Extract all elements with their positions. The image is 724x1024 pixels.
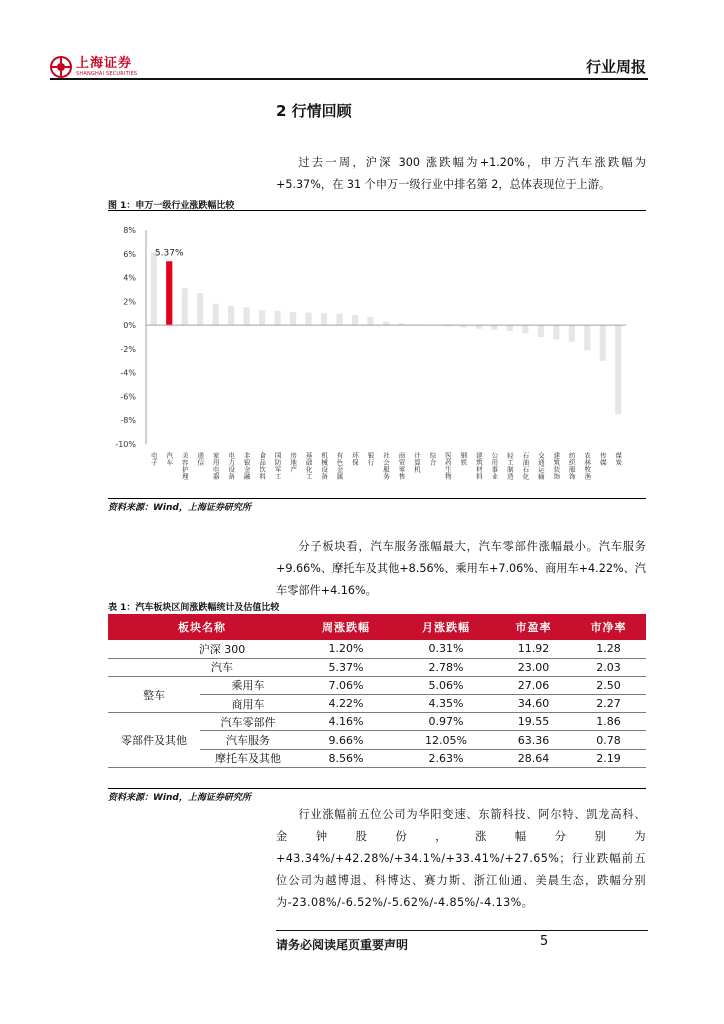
industry-change-bar-chart <box>108 214 646 496</box>
row-pe: 27.06 <box>496 676 571 694</box>
x-tick-label: 计算机 <box>412 452 421 473</box>
bar-社会服务 <box>383 322 389 326</box>
row-name: 汽车服务 <box>200 731 296 749</box>
x-tick-label: 轻工制造 <box>505 452 514 480</box>
row-pe: 34.60 <box>496 695 571 713</box>
row-pe: 11.92 <box>496 640 571 658</box>
row-name: 汽车零部件 <box>200 713 296 731</box>
row-pe: 28.64 <box>496 749 571 767</box>
bar-建筑装饰 <box>553 325 559 339</box>
header-pb: 市净率 <box>571 614 646 640</box>
row-pe: 19.55 <box>496 713 571 731</box>
row-month: 4.35% <box>396 695 496 713</box>
x-tick-label: 基础化工 <box>304 452 313 480</box>
figure-caption: 图 1：申万一级行业涨跌幅比较 <box>108 201 235 211</box>
y-tick-label: -4% <box>120 368 136 378</box>
bar-家用电器 <box>213 304 219 325</box>
x-tick-label: 商贸零售 <box>397 452 406 480</box>
row-name: 汽车 <box>108 658 296 676</box>
y-tick-label: 8% <box>123 226 136 235</box>
company-logo <box>50 56 137 78</box>
y-tick-label: -6% <box>120 392 136 402</box>
x-tick-label: 钢铁 <box>459 452 468 466</box>
row-week: 4.22% <box>296 695 396 713</box>
bar-电力设备 <box>228 306 234 325</box>
row-pb: 1.86 <box>571 713 646 731</box>
x-tick-label: 公用事业 <box>490 452 499 480</box>
row-pb: 2.27 <box>571 695 646 713</box>
x-tick-label: 社会服务 <box>382 452 390 480</box>
row-name: 摩托车及其他 <box>200 749 296 767</box>
table-bottom-rule <box>108 788 646 789</box>
x-tick-label: 交通运输 <box>536 452 545 480</box>
x-tick-label: 食品饮料 <box>258 452 267 480</box>
x-tick-label: 农林牧渔 <box>583 452 592 480</box>
bar-农林牧渔 <box>584 325 590 350</box>
x-tick-label: 石油石化 <box>521 452 530 480</box>
table-row <box>108 713 646 731</box>
x-tick-label: 房地产 <box>289 452 298 473</box>
row-month: 0.31% <box>396 640 496 658</box>
bar-轻工制造 <box>507 325 513 331</box>
row-month: 5.06% <box>396 676 496 694</box>
x-tick-label: 环保 <box>351 452 360 466</box>
row-week: 8.56% <box>296 749 396 767</box>
x-tick-label: 家用电器 <box>211 452 220 480</box>
table-caption: 表 1：汽车板块区间涨跌幅统计及估值比较 <box>108 603 280 613</box>
paragraph-top-movers: 行业涨幅前五位公司为华阳变速、东箭科技、阿尔特、凯龙高科、金钟股份，涨幅分别为+43.34%/+42.28%/+34.1%/+33.41%/+27.65%；行业跌幅前五位公司为越博退、科博达、赛力斯、浙江仙通、美晨生态，跌幅分别为-23.08%/-6.52%/-5.62%/-4.85%/-4.13%。 <box>276 808 646 909</box>
x-tick-label: 纺织服饰 <box>567 452 576 480</box>
row-month: 2.78% <box>396 658 496 676</box>
group-name: 零部件及其他 <box>108 713 200 768</box>
x-axis-labels <box>150 451 623 481</box>
y-tick-label: 6% <box>123 249 136 259</box>
row-name: 商用车 <box>200 695 296 713</box>
bar-环保 <box>352 315 358 325</box>
bar-国防军工 <box>275 311 281 325</box>
row-pb: 1.28 <box>571 640 646 658</box>
row-week: 9.66% <box>296 731 396 749</box>
y-tick-label: -8% <box>120 416 136 426</box>
section-title: 2 行情回顾 <box>276 102 352 120</box>
footer-divider <box>276 930 648 931</box>
bar-机械设备 <box>321 313 327 325</box>
y-tick-label: 2% <box>123 297 136 307</box>
row-pb: 2.19 <box>571 749 646 767</box>
figure-bottom-rule <box>108 498 646 499</box>
row-name: 乘用车 <box>200 676 296 694</box>
bar-通信 <box>197 293 203 325</box>
row-week: 4.16% <box>296 713 396 731</box>
bar-有色金属 <box>336 314 342 325</box>
bar-交通运输 <box>538 325 544 337</box>
x-tick-label: 通信 <box>196 452 205 466</box>
y-tick-label: 0% <box>123 321 136 331</box>
row-pb: 0.78 <box>571 731 646 749</box>
group-name: 整车 <box>108 676 200 712</box>
x-tick-label: 银行 <box>366 452 375 466</box>
bar-series <box>146 248 626 414</box>
x-tick-label: 电力设备 <box>227 452 236 480</box>
figure-source: 资料来源：Wind，上海证券研究所 <box>108 503 251 513</box>
paragraph-subsector: 分子板块看，汽车服务涨幅最大，汽车零部件涨幅最小。汽车服务+9.66%、摩托车及其他+8.56%、乘用车+7.06%、商用车+4.22%、汽车零部件+4.16%。 <box>276 540 646 597</box>
x-tick-label: 汽车 <box>165 452 174 466</box>
x-tick-label: 电子 <box>149 452 158 466</box>
header-divider <box>50 78 648 80</box>
y-tick-label: -2% <box>120 344 136 354</box>
x-tick-label: 建筑装饰 <box>552 452 561 480</box>
paragraph-market-review: 过去一周，沪深 300 涨跌幅为+1.20%，申万汽车涨跌幅为+5.37%，在 31 个申万一级行业中排名第 2，总体表现位于上游。 <box>276 156 646 191</box>
bar-房地产 <box>290 312 296 325</box>
sector-valuation-table <box>108 614 646 768</box>
bar-银行 <box>367 317 373 325</box>
x-tick-label: 医药生物 <box>443 452 452 480</box>
bar-煤炭 <box>615 325 621 414</box>
y-axis <box>115 226 146 449</box>
row-pb: 2.03 <box>571 658 646 676</box>
table-row <box>108 676 646 694</box>
row-week: 5.37% <box>296 658 396 676</box>
bar-食品饮料 <box>259 310 265 325</box>
x-tick-label: 有色金属 <box>335 452 344 480</box>
bar-纺织服饰 <box>569 325 575 342</box>
bar-美容护理 <box>182 288 188 325</box>
bar-非银金融 <box>244 307 250 325</box>
figure-top-rule <box>108 210 646 211</box>
bar-电子 <box>151 253 157 326</box>
row-month: 0.97% <box>396 713 496 731</box>
bar-公用事业 <box>491 325 497 330</box>
table-header-row <box>108 614 646 640</box>
x-tick-label: 非银金融 <box>242 452 251 480</box>
header-month: 月涨跌幅 <box>396 614 496 640</box>
x-tick-label: 综合 <box>428 452 437 466</box>
table-row <box>108 640 646 658</box>
row-pe: 63.36 <box>496 731 571 749</box>
logo-name-cn: 上海证券 <box>76 56 133 71</box>
bar-基础化工 <box>305 313 311 325</box>
x-tick-label: 煤炭 <box>614 452 623 466</box>
x-tick-label: 美容护理 <box>180 452 189 480</box>
header-sector: 板块名称 <box>108 614 296 640</box>
x-tick-label: 建筑材料 <box>474 452 483 480</box>
highlight-data-label: 5.37% <box>154 248 184 259</box>
row-week: 7.06% <box>296 676 396 694</box>
row-name: 沪深 300 <box>108 640 296 658</box>
bar-建筑材料 <box>476 325 482 329</box>
y-tick-label: -10% <box>115 440 136 449</box>
row-month: 2.63% <box>396 749 496 767</box>
header-week: 周涨跌幅 <box>296 614 396 640</box>
bar-石油石化 <box>522 325 528 333</box>
bar-汽车 <box>166 261 172 325</box>
page-number: 5 <box>540 934 549 949</box>
bar-传媒 <box>600 325 606 361</box>
row-month: 12.05% <box>396 731 496 749</box>
header-pe: 市盈率 <box>496 614 571 640</box>
y-tick-label: 4% <box>123 273 136 283</box>
disclaimer-note: 请务必阅读尾页重要声明 <box>276 938 409 952</box>
table-row <box>108 658 646 676</box>
logo-name-en: SHANGHAI SECURITIES <box>76 71 138 77</box>
x-tick-label: 国防军工 <box>273 452 282 480</box>
x-tick-label: 传媒 <box>598 452 607 466</box>
row-pb: 2.50 <box>571 676 646 694</box>
table-source: 资料来源：Wind，上海证券研究所 <box>108 793 251 803</box>
company-logo-icon <box>50 56 72 78</box>
x-tick-label: 机械设备 <box>320 452 329 480</box>
report-type: 行业周报 <box>585 58 646 76</box>
row-week: 1.20% <box>296 640 396 658</box>
row-pe: 23.00 <box>496 658 571 676</box>
